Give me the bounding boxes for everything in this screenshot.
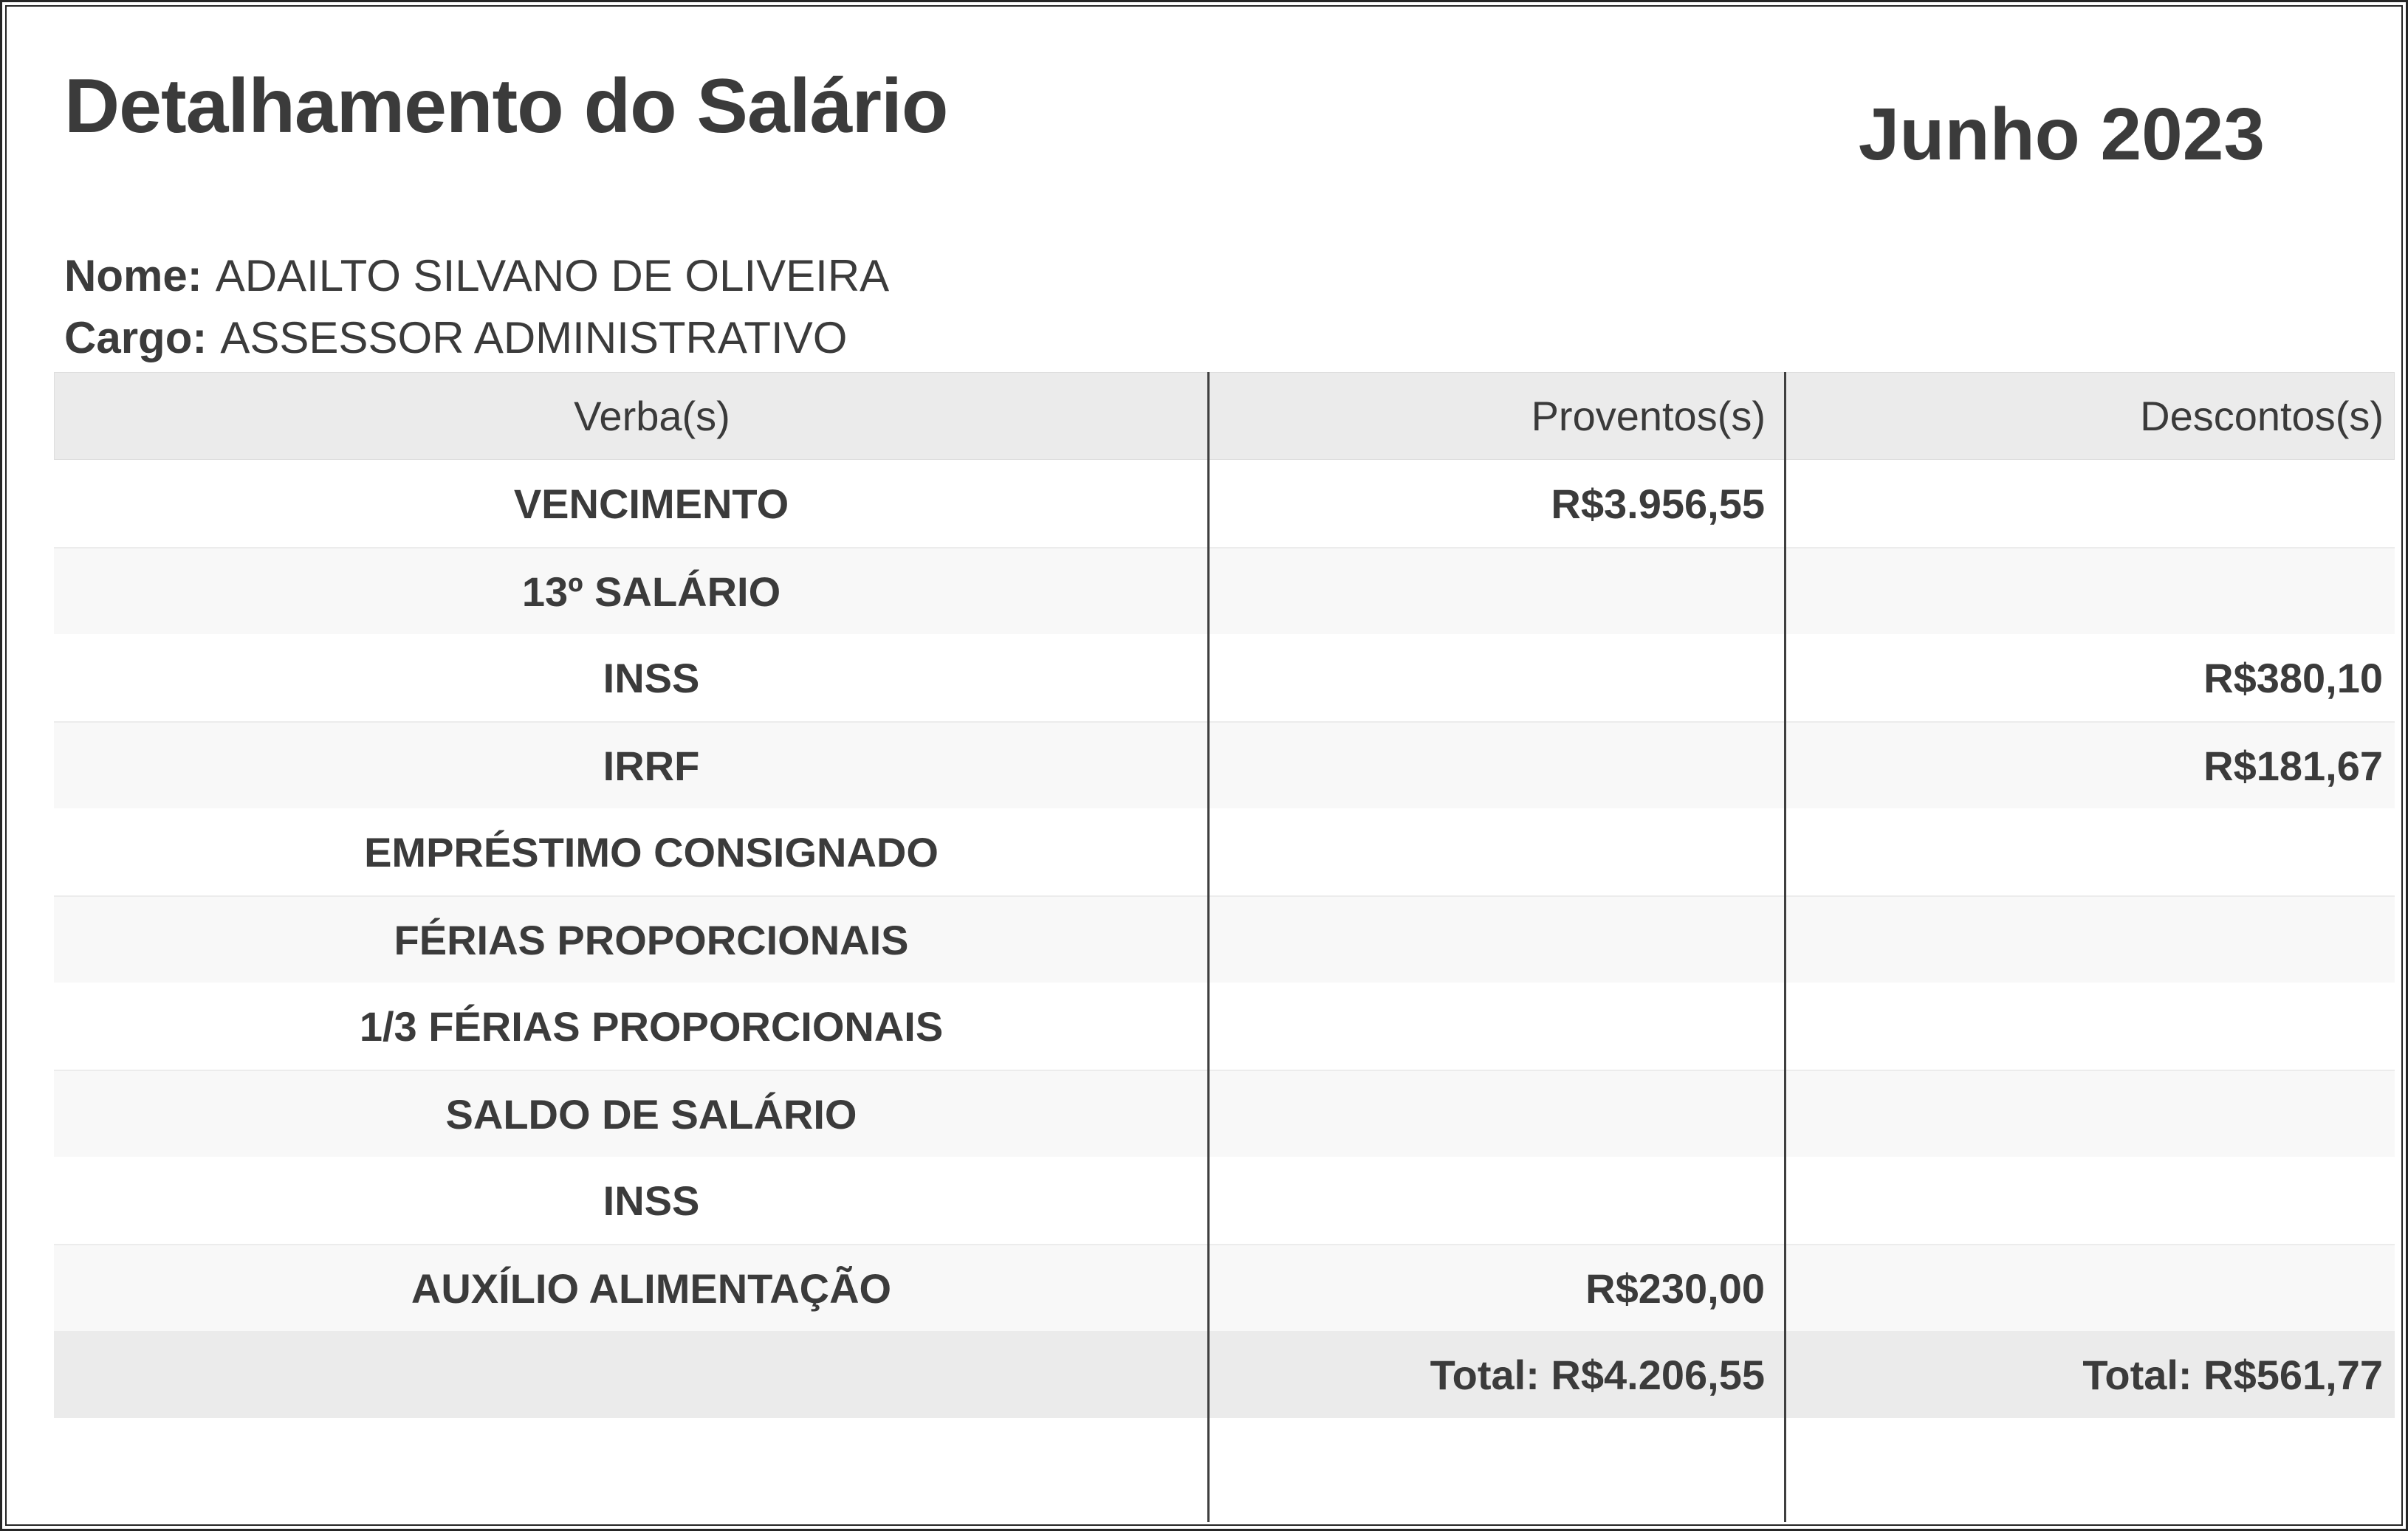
table-row: [54, 547, 2395, 634]
verba-cell: EMPRÉSTIMO CONSIGNADO: [364, 828, 939, 875]
verba-cell: IRRF: [603, 742, 700, 789]
verba-cell: VENCIMENTO: [513, 480, 789, 527]
column-divider-2: [1784, 372, 1786, 1522]
column-header-descontos: Descontos(s): [2140, 393, 2384, 439]
proventos-cell: R$3.956,55: [1551, 480, 1765, 527]
table-row: [54, 1157, 2395, 1244]
table-header-row: [54, 372, 2395, 460]
table-row: [54, 983, 2395, 1070]
total-proventos: Total: R$4.206,55: [1430, 1351, 1765, 1398]
total-descontos: Total: R$561,77: [2082, 1351, 2383, 1398]
verba-cell: 1/3 FÉRIAS PROPORCIONAIS: [359, 1002, 944, 1050]
verba-cell: INSS: [603, 1177, 700, 1224]
salary-table: [54, 372, 2395, 1522]
table-row: [54, 634, 2395, 721]
column-header-proventos: Proventos(s): [1531, 393, 1766, 439]
verba-cell: AUXÍLIO ALIMENTAÇÃO: [411, 1265, 892, 1312]
column-header-verba: Verba(s): [574, 393, 730, 439]
table-row: [54, 1244, 2395, 1331]
descontos-cell: R$181,67: [2203, 742, 2383, 789]
page-title: Detalhamento do Salário: [64, 63, 948, 149]
table-row: [54, 1070, 2395, 1157]
verba-cell: 13º SALÁRIO: [521, 568, 781, 615]
verba-cell: SALDO DE SALÁRIO: [445, 1090, 857, 1138]
employee-name-label: Nome:: [64, 251, 202, 300]
column-divider-1: [1207, 372, 1210, 1522]
employee-name-value: ADAILTO SILVANO DE OLIVEIRA: [215, 251, 890, 300]
employee-role-value: ASSESSOR ADMINISTRATIVO: [220, 313, 848, 362]
employee-role-line: [64, 312, 847, 363]
employee-role-label: Cargo:: [64, 313, 207, 362]
table-row: [54, 808, 2395, 895]
table-row: [54, 895, 2395, 983]
employee-name-line: [64, 250, 889, 301]
proventos-cell: R$230,00: [1585, 1265, 1765, 1312]
totals-row: [54, 1331, 2395, 1418]
table-row: [54, 460, 2395, 547]
verba-cell: FÉRIAS PROPORCIONAIS: [394, 916, 909, 963]
descontos-cell: R$380,10: [2203, 654, 2383, 701]
period-label: Junho 2023: [1858, 93, 2265, 176]
table-row: [54, 721, 2395, 808]
verba-cell: INSS: [603, 654, 700, 701]
